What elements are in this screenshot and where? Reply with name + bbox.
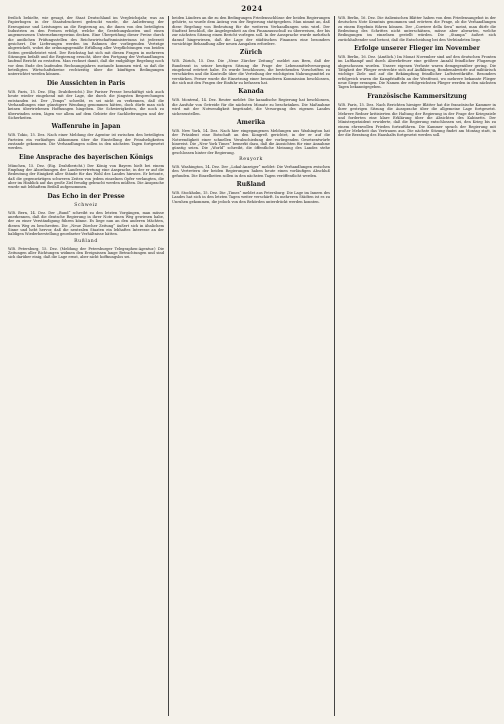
article-headline: Rußland	[236, 180, 266, 188]
column-divider	[168, 16, 169, 716]
article-subhead: Schweiz	[74, 202, 98, 208]
article-body: München, 15. Dez. (Eig. Drahtbericht.) Der König von Bayern hielt bei einem Empfang der Abordnungen der Landesvertretung eine Ansprache, in der er auf die Bedeutung der Einigkeit aller Stände für das Wohl des Landes hinwies. Er betonte, daß die gegenwärtigen schweren Zeiten von jedem einzelnen Opfer verlangten, die aber im Hinblick auf das große Ziel freudig gebracht werden müßten. Die Ansprache wurde mit lebhaftem Beifall aufgenommen.	[8, 163, 166, 190]
article-body: W.B. Paris, 15. Dez. Nach Berichten hiesiger Blätter hat die französische Kammer in ihrer gestrigen Sitzung die Aussprache über die allgemeine Lage fortgesetzt. Mehrere Redner kritisierten die Haltung der Regierung in der Frage der Kriegsziele und forderten eine klare Erklärung über die Absichten des Kabinetts. Der Ministerpräsident erwiderte, daß die Regierung entschlossen sei, den Krieg bis zu einem ehrenvollen Frieden fortzuführen. Die Kammer sprach der Regierung mit großer Mehrheit das Vertrauen aus. Die nächste Sitzung findet am Montag statt, in der die Beratung des Haushalts fortgesetzt werden soll.	[338, 102, 498, 138]
article-body: W.B. Paris, 15. Dez. (Eig. Drahtbericht.) Die Pariser Presse beschäftigt sich auch heute wieder eingehend mit der Lage, die durch die jüngsten Besprechungen entstanden ist. Der „Temps“ schreibt, es sei nicht zu verkennen, daß die Verhandlungen eine günstigere Wendung genommen hätten, doch dürfe man sich keinen übertriebenen Hoffnungen hingeben. Die Schwierigkeiten, die noch zu überwinden seien, lägen vor allem auf dem Gebiete der Sachlieferungen und der Sicherheiten.	[8, 89, 166, 120]
article-headline: Eine Ansprache des bayerischen Königs	[19, 153, 153, 161]
page-number: 2024	[241, 4, 263, 13]
article-headline: Zürich	[239, 49, 263, 57]
newspaper-page	[8, 4, 496, 720]
article-body: W.B. Tokio, 15. Dez. Nach einer Meldung der Agentur ist zwischen den beteiligten Parteien ein vorläufiges Abkommen über die Einstellung der Feindseligkeiten zustande gekommen. Die Verhandlungen sollen in den nächsten Tagen fortgesetzt werden.	[8, 133, 166, 151]
column-divider	[334, 16, 335, 716]
article-subhead: Reuyork	[239, 156, 263, 162]
article-headline: Amerika	[236, 118, 266, 126]
article-headline: Französische Kammersitzung	[367, 92, 467, 100]
article-body: W.B. Petersburg, 15. Dez. (Meldung der Petersburger Telegraphen-Agentur.) Die Zeitungen aller Richtungen widmen den Ereignissen lange Betrachtungen und sind sich darüber einig, daß die Lage ernst, aber nicht hoffnungslos sei.	[8, 246, 166, 260]
article-headline: Die Aussichten in Paris	[46, 79, 126, 87]
column-3	[338, 16, 496, 716]
article-headline: Waffenruhe in Japan	[51, 123, 121, 131]
article-body: W.B. Berlin, 16. Dez. (Amtlich.) Im Monat November sind auf den deutschen Fronten im Luftkampf und durch Abwehrfeuer eine größere Anzahl feindlicher Flugzeuge abgeschossen worden. Unsere eigenen Verluste waren demgegenüber gering. Die Tätigkeit der Flieger erstreckte sich auf Aufklärung, Bombenabwürfe auf militärisch wichtige Ziele und auf die Bekämpfung feindlicher Luftstreitkräfte. Besonders erfolgreich waren die Kampfstaffeln an der Westfront, wo mehrere bekannte Flieger neue Siege errangen. Die Namen der erfolgreichsten Flieger werden in den nächsten Tagen bekanntgegeben.	[338, 55, 498, 90]
article-body: W.B. Washington, 14. Dez. Der „Lokal-Anzeiger“ meldet: Die Verhandlungen zwischen den Vertretern der beiden Regierungen haben heute einen vorläufigen Abschluß gefunden. Die Einzelheiten sollen in den nächsten Tagen veröffentlicht werden.	[172, 164, 332, 178]
page-header	[8, 4, 496, 14]
article-body: W.B. New York, 14. Dez. Nach hier eingegangenen Meldungen aus Washington hat der Präsident eine Botschaft an den Kongreß gerichtet, in der er auf die Notwendigkeit einer schnellen Verabschiedung der vorliegenden Gesetzentwürfe hinweist. Die „New York Times“ bemerkt dazu, daß die Aussichten für eine Annahme günstig seien. Die „World“ schreibt, die öffentliche Meinung des Landes stehe geschlossen hinter der Regierung.	[172, 128, 332, 155]
article-body: W.B. Berlin, 16. Dez. Die italienischen Blätter haben von dem Friedensangebot in der deutschen Note Kenntnis genommen und erörtern die Frage, ob die Verhandlungen zu einem Ergebnis führen können. Der „Corriere della Sera“ meint, man dürfe die Bedeutung des Schrittes nicht unterschätzen, müsse aber abwarten, welche Bedingungen im einzelnen gestellt würden. Die „Stampa“ äußert sich zurückhaltender und betont, daß die Entscheidung bei den Verbündeten liege.	[338, 16, 498, 42]
article-body: beiden Ländern an die zu den Bedingungen Friedensschlüsse der beiden Regierungen gehörte, so wurde dem Antrag von der Regierung stattgegeben. Man nimmt an, daß diese Regelung von Bedeutung für die weiteren Verhandlungen sein wird. Der Stadtrat beschloß, die Angelegenheit an den Finanzausschuß zu überweisen, der bis zur nächsten Sitzung einen Bericht vorlegen soll. In der Aussprache wurde mehrfach darauf hingewiesen, daß die Lage der städtischen Finanzen eine besonders vorsichtige Behandlung aller neuen Ausgaben erfordere.	[172, 16, 332, 47]
article-body: W.B. Montreal, 14. Dez. Reuter meldet: Die kanadische Regierung hat beschlossen, die Ausfuhr von Getreide für die nächsten Monate zu beschränken. Die Maßnahme wird mit der Notwendigkeit begründet, die Versorgung des eigenen Landes sicherzustellen.	[172, 98, 332, 116]
article-headline: Erfolge unserer Flieger im November	[354, 45, 480, 53]
column-2	[172, 16, 330, 716]
article-body: W.B. Stockholm, 15. Dez. Die „Times“ meldet aus Petersburg: Die Lage im Innern des Landes hat sich in den letzten Tagen weiter verschärft. In mehreren Städten ist es zu Unruhen gekommen, die jedoch von den Behörden unterdrückt werden konnten.	[172, 190, 332, 204]
article-body: W.B. Bern, 14. Dez. Der „Bund“ schreibt zu den letzten Vorgängen, man müsse anerkennen, daß die deutsche Regierung in ihrer Note einen Weg gewiesen habe, der zu einer Verständigung führen könne. Es liege nun an den anderen Mächten, diesen Weg zu beschreiten. Die „Neue Zürcher Zeitung“ äußert sich in ähnlichem Sinne und hebt hervor, daß die neutralen Staaten ein lebhaftes Interesse an der baldigen Wiederherstellung geordneter Verhältnisse hätten.	[8, 210, 166, 237]
article-headline: Das Echo in der Presse	[47, 192, 125, 200]
article-subhead: Rußland	[74, 238, 98, 244]
column-1	[8, 16, 164, 716]
article-body: freilich behielte, wie gesagt, der Staat Deutschland im Vergleichsjahr, was an Papierbogen in der Staatsdruckerei gedruckt wurde, die Anlieferung der Erzeugnisse und Leistungen an die Regierung an, die ihnen von den beteiligten Industrien zu den Preisen erfolgt, welche die Gestehungskosten und einen angemessenen Unternehmergewinn decken. Eine Überprüfung dieser Preise durch die amtlichen Prüfungsstellen des Reichswirtschaftsministeriums ist jederzeit gesichert. Die Lieferungen werden im Rahmen der vorliegenden Verträge abgewickelt, wobei die ordnungsgemäße Erfüllung aller Verpflichtungen von beiden Seiten gewährleistet wird. Der Reichstag hat sich mit diesen Fragen in mehreren Sitzungen befaßt und die Regierung ersucht, über den Fortgang der Verhandlungen laufend Bericht zu erstatten. Man rechnet damit, daß die endgültige Regelung noch vor dem Ende des laufenden Rechnungsjahres zustande kommen wird, so daß die beteiligten Wirtschaftskreise rechtzeitig über die künftigen Bedingungen unterrichtet werden können.	[8, 16, 166, 77]
article-body: W.B. Zürich, 15. Dez. Die „Neue Zürcher Zeitung“ meldet aus Bern, daß der Bundesrat in seiner heutigen Sitzung die Frage der Lebensmittelversorgung eingehend erörtert habe. Es wurde beschlossen, die bestehenden Vorschriften zu verschärfen und die Kontrolle über die Verteilung der wichtigsten Nahrungsmittel zu verstärken. Ferner wurde die Einsetzung einer besonderen Kommission beschlossen, die sich mit den Fragen der Einfuhr zu befassen hat.	[172, 59, 332, 86]
article-headline: Kanada	[238, 88, 264, 96]
